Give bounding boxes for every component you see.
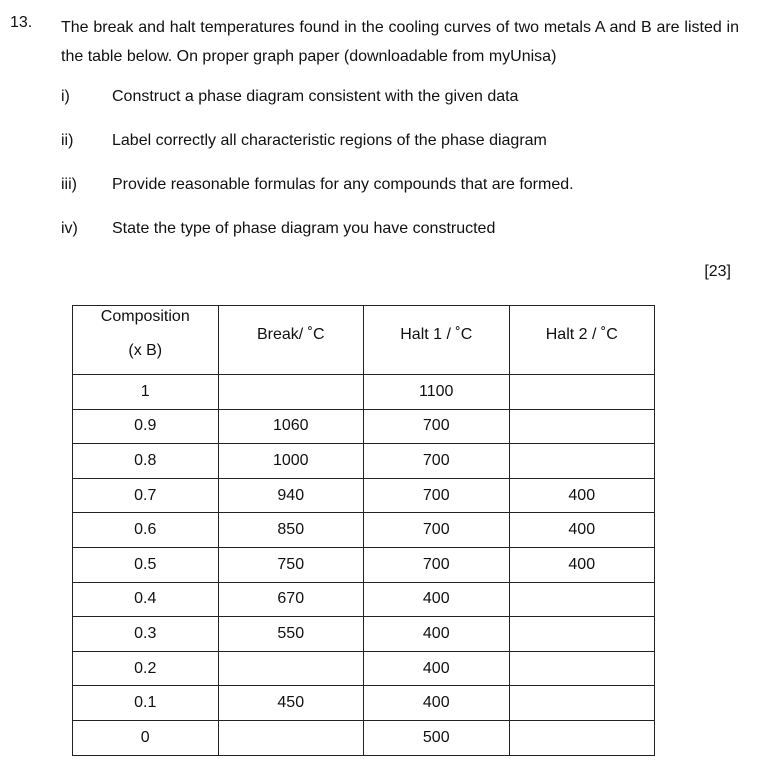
cell-halt-2: 400 [509, 478, 655, 513]
cell-composition: 0.6 [73, 513, 219, 548]
sub-question-text: State the type of phase diagram you have constructed [112, 220, 496, 237]
cell-composition: 0.1 [73, 686, 219, 721]
cell-halt-2 [509, 686, 655, 721]
table-row [73, 375, 655, 410]
cell-halt-1: 700 [364, 444, 510, 479]
cell-break [218, 375, 364, 410]
cell-halt-2 [509, 444, 655, 479]
table-row [73, 513, 655, 548]
cell-halt-2: 400 [509, 513, 655, 548]
cell-break: 670 [218, 582, 364, 617]
cell-halt-2 [509, 375, 655, 410]
cell-break [218, 651, 364, 686]
cell-halt-1: 700 [364, 478, 510, 513]
cell-halt-1: 700 [364, 547, 510, 582]
cell-halt-1: 400 [364, 651, 510, 686]
cell-halt-1: 400 [364, 686, 510, 721]
table-row [73, 409, 655, 444]
header-halt-1: Halt 1 / ˚C [364, 306, 510, 375]
marks-total: [23] [704, 263, 731, 280]
cell-composition: 0.5 [73, 547, 219, 582]
cell-composition: 0 [73, 720, 219, 755]
cooling-data-table [72, 305, 655, 756]
cell-halt-1: 700 [364, 513, 510, 548]
cell-break: 1000 [218, 444, 364, 479]
cell-break: 850 [218, 513, 364, 548]
cell-composition: 1 [73, 375, 219, 410]
sub-question-i [61, 86, 741, 108]
cell-composition: 0.4 [73, 582, 219, 617]
cell-composition: 0.8 [73, 444, 219, 479]
sub-question-iii [61, 174, 741, 196]
question-number: 13. [10, 14, 33, 31]
table-row [73, 720, 655, 755]
cell-composition: 0.9 [73, 409, 219, 444]
question-stem: The break and halt temperatures found in the cooling curves of two metals A and B are listed in the table below. On proper graph paper (downloadable from myUnisa) [61, 19, 739, 65]
cell-composition: 0.2 [73, 651, 219, 686]
cell-halt-1: 700 [364, 409, 510, 444]
cell-halt-1: 400 [364, 617, 510, 652]
sub-question-numeral: ii) [61, 132, 74, 149]
cell-halt-1: 400 [364, 582, 510, 617]
cell-composition: 0.3 [73, 617, 219, 652]
header-halt-2: Halt 2 / ˚C [509, 306, 655, 375]
cell-break: 940 [218, 478, 364, 513]
sub-question-text: Provide reasonable formulas for any compounds that are formed. [112, 176, 574, 193]
cell-break: 1060 [218, 409, 364, 444]
cell-halt-1: 1100 [364, 375, 510, 410]
table-header-row [73, 306, 655, 375]
table-row [73, 582, 655, 617]
table-row [73, 444, 655, 479]
table-row [73, 617, 655, 652]
header-composition-unit: (x B) [128, 342, 163, 359]
cell-halt-2 [509, 720, 655, 755]
sub-question-text: Construct a phase diagram consistent with the given data [112, 88, 519, 105]
cell-halt-2 [509, 617, 655, 652]
table-row [73, 686, 655, 721]
table-row [73, 547, 655, 582]
header-composition [73, 306, 219, 375]
sub-question-ii [61, 130, 741, 152]
cell-halt-1: 500 [364, 720, 510, 755]
table-row [73, 478, 655, 513]
cell-halt-2 [509, 582, 655, 617]
cell-break: 450 [218, 686, 364, 721]
sub-question-numeral: iii) [61, 176, 77, 193]
sub-question-iv [61, 218, 741, 240]
table-row [73, 651, 655, 686]
cell-composition: 0.7 [73, 478, 219, 513]
sub-question-numeral: i) [61, 88, 70, 105]
sub-question-text: Label correctly all characteristic regions of the phase diagram [112, 132, 547, 149]
cell-halt-2 [509, 651, 655, 686]
cell-break: 750 [218, 547, 364, 582]
cell-halt-2 [509, 409, 655, 444]
header-composition-label: Composition [100, 308, 190, 325]
cell-break: 550 [218, 617, 364, 652]
cell-halt-2: 400 [509, 547, 655, 582]
cell-break [218, 720, 364, 755]
header-break: Break/ ˚C [218, 306, 364, 375]
sub-question-numeral: iv) [61, 220, 78, 237]
